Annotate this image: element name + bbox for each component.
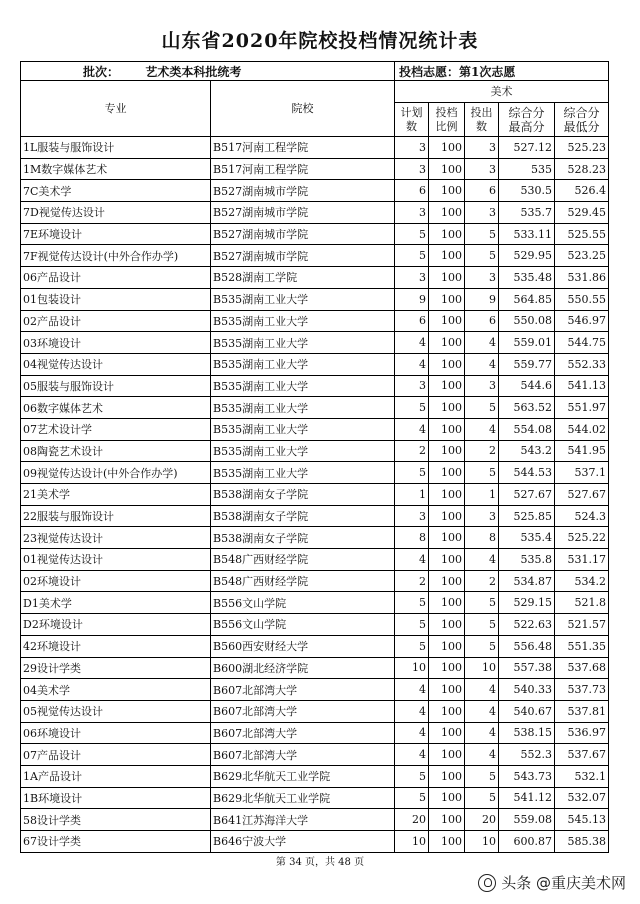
cell-school: B600湖北经济学院 bbox=[211, 657, 395, 679]
cell-ratio: 100 bbox=[429, 223, 465, 245]
cell-count: 5 bbox=[465, 635, 499, 657]
cell-plan: 10 bbox=[395, 831, 429, 853]
cell-major: 23视觉传达设计 bbox=[21, 527, 211, 549]
cell-school: B535湖南工业大学 bbox=[211, 375, 395, 397]
cell-max: 525.85 bbox=[499, 505, 555, 527]
cell-school: B629北华航天工业学院 bbox=[211, 787, 395, 809]
cell-max: 554.08 bbox=[499, 418, 555, 440]
cell-min: 545.13 bbox=[555, 809, 609, 831]
cell-count: 5 bbox=[465, 765, 499, 787]
cell-max: 552.3 bbox=[499, 744, 555, 766]
table-row bbox=[21, 375, 609, 397]
cell-count: 5 bbox=[465, 787, 499, 809]
cell-min: 528.23 bbox=[555, 158, 609, 180]
cell-major: 06环境设计 bbox=[21, 722, 211, 744]
cell-school: B556文山学院 bbox=[211, 592, 395, 614]
cell-plan: 5 bbox=[395, 223, 429, 245]
batch-cell bbox=[21, 62, 395, 81]
header-ratio bbox=[429, 103, 465, 137]
table-row bbox=[21, 549, 609, 571]
cell-count: 10 bbox=[465, 657, 499, 679]
cell-plan: 4 bbox=[395, 700, 429, 722]
cell-ratio: 100 bbox=[429, 809, 465, 831]
table-row bbox=[21, 180, 609, 202]
cell-max: 557.38 bbox=[499, 657, 555, 679]
cell-ratio: 100 bbox=[429, 137, 465, 159]
cell-max: 535.7 bbox=[499, 202, 555, 224]
cell-school: B535湖南工业大学 bbox=[211, 418, 395, 440]
cell-school: B535湖南工业大学 bbox=[211, 353, 395, 375]
table-row bbox=[21, 267, 609, 289]
cell-plan: 4 bbox=[395, 679, 429, 701]
cell-count: 20 bbox=[465, 809, 499, 831]
cell-min: 536.97 bbox=[555, 722, 609, 744]
table-row bbox=[21, 288, 609, 310]
cell-min: 537.1 bbox=[555, 462, 609, 484]
cell-school: B538湖南女子学院 bbox=[211, 505, 395, 527]
cell-school: B556文山学院 bbox=[211, 614, 395, 636]
cell-max: 527.12 bbox=[499, 137, 555, 159]
cell-max: 534.87 bbox=[499, 570, 555, 592]
cell-plan: 4 bbox=[395, 744, 429, 766]
cell-max: 559.77 bbox=[499, 353, 555, 375]
cell-count: 5 bbox=[465, 592, 499, 614]
cell-min: 521.57 bbox=[555, 614, 609, 636]
cell-min: 526.4 bbox=[555, 180, 609, 202]
cell-major: 04美术学 bbox=[21, 679, 211, 701]
cell-ratio: 100 bbox=[429, 700, 465, 722]
cell-plan: 3 bbox=[395, 158, 429, 180]
cell-min: 537.73 bbox=[555, 679, 609, 701]
cell-count: 5 bbox=[465, 462, 499, 484]
cell-school: B528湖南工学院 bbox=[211, 267, 395, 289]
table-row bbox=[21, 353, 609, 375]
table-row bbox=[21, 614, 609, 636]
header-count bbox=[465, 103, 499, 137]
table-row bbox=[21, 332, 609, 354]
cell-major: 1A产品设计 bbox=[21, 765, 211, 787]
table-row bbox=[21, 527, 609, 549]
cell-min: 525.22 bbox=[555, 527, 609, 549]
cell-major: 03环境设计 bbox=[21, 332, 211, 354]
cell-major: 7F视觉传达设计(中外合作办学) bbox=[21, 245, 211, 267]
cell-ratio: 100 bbox=[429, 202, 465, 224]
cell-ratio: 100 bbox=[429, 744, 465, 766]
cell-school: B607北部湾大学 bbox=[211, 744, 395, 766]
table-row bbox=[21, 722, 609, 744]
admission-table bbox=[20, 61, 609, 853]
cell-count: 4 bbox=[465, 418, 499, 440]
cell-major: 22服装与服饰设计 bbox=[21, 505, 211, 527]
cell-count: 3 bbox=[465, 505, 499, 527]
table-row bbox=[21, 679, 609, 701]
cell-plan: 2 bbox=[395, 440, 429, 462]
cell-major: 08陶瓷艺术设计 bbox=[21, 440, 211, 462]
cell-min: 532.1 bbox=[555, 765, 609, 787]
cell-school: B560西安财经大学 bbox=[211, 635, 395, 657]
header-min-text: 综合分最低分 bbox=[563, 105, 600, 134]
table-row bbox=[21, 635, 609, 657]
cell-plan: 4 bbox=[395, 353, 429, 375]
cell-min: 551.97 bbox=[555, 397, 609, 419]
cell-min: 544.75 bbox=[555, 332, 609, 354]
cell-major: 07艺术设计学 bbox=[21, 418, 211, 440]
cell-plan: 4 bbox=[395, 418, 429, 440]
cell-count: 4 bbox=[465, 679, 499, 701]
cell-max: 522.63 bbox=[499, 614, 555, 636]
cell-min: 529.45 bbox=[555, 202, 609, 224]
cell-max: 540.67 bbox=[499, 700, 555, 722]
cell-major: 21美术学 bbox=[21, 484, 211, 506]
cell-min: 523.25 bbox=[555, 245, 609, 267]
cell-school: B607北部湾大学 bbox=[211, 700, 395, 722]
cell-plan: 3 bbox=[395, 267, 429, 289]
cell-school: B527湖南城市学院 bbox=[211, 245, 395, 267]
cell-ratio: 100 bbox=[429, 765, 465, 787]
wish-cell: 投档志愿：第1次志愿 bbox=[395, 62, 609, 81]
cell-count: 4 bbox=[465, 700, 499, 722]
cell-max: 564.85 bbox=[499, 288, 555, 310]
table-row bbox=[21, 397, 609, 419]
cell-count: 3 bbox=[465, 137, 499, 159]
cell-count: 4 bbox=[465, 353, 499, 375]
cell-school: B607北部湾大学 bbox=[211, 722, 395, 744]
toutiao-logo-icon bbox=[478, 874, 496, 892]
cell-school: B527湖南城市学院 bbox=[211, 180, 395, 202]
table-row bbox=[21, 245, 609, 267]
cell-count: 5 bbox=[465, 223, 499, 245]
cell-max: 535.48 bbox=[499, 267, 555, 289]
cell-min: 550.55 bbox=[555, 288, 609, 310]
cell-max: 556.48 bbox=[499, 635, 555, 657]
cell-max: 544.53 bbox=[499, 462, 555, 484]
cell-major: 29设计学类 bbox=[21, 657, 211, 679]
cell-count: 6 bbox=[465, 310, 499, 332]
cell-plan: 5 bbox=[395, 245, 429, 267]
cell-min: 537.68 bbox=[555, 657, 609, 679]
cell-major: 42环境设计 bbox=[21, 635, 211, 657]
cell-school: B548广西财经学院 bbox=[211, 549, 395, 571]
cell-count: 4 bbox=[465, 549, 499, 571]
cell-ratio: 100 bbox=[429, 353, 465, 375]
cell-ratio: 100 bbox=[429, 831, 465, 853]
cell-max: 529.95 bbox=[499, 245, 555, 267]
table-row bbox=[21, 462, 609, 484]
cell-major: 67设计学类 bbox=[21, 831, 211, 853]
header-count-text: 投出数 bbox=[470, 105, 493, 133]
cell-ratio: 100 bbox=[429, 288, 465, 310]
cell-min: 527.67 bbox=[555, 484, 609, 506]
header-max-text: 综合分最高分 bbox=[508, 105, 545, 134]
cell-plan: 5 bbox=[395, 787, 429, 809]
cell-school: B607北部湾大学 bbox=[211, 679, 395, 701]
cell-max: 538.15 bbox=[499, 722, 555, 744]
cell-major: 1B环境设计 bbox=[21, 787, 211, 809]
cell-ratio: 100 bbox=[429, 570, 465, 592]
table-row bbox=[21, 484, 609, 506]
cell-max: 543.73 bbox=[499, 765, 555, 787]
table-row bbox=[21, 137, 609, 159]
cell-major: 1M数字媒体艺术 bbox=[21, 158, 211, 180]
cell-plan: 10 bbox=[395, 657, 429, 679]
cell-max: 600.87 bbox=[499, 831, 555, 853]
cell-major: 02产品设计 bbox=[21, 310, 211, 332]
cell-plan: 5 bbox=[395, 614, 429, 636]
cell-major: 01视觉传达设计 bbox=[21, 549, 211, 571]
cell-school: B535湖南工业大学 bbox=[211, 332, 395, 354]
cell-ratio: 100 bbox=[429, 267, 465, 289]
cell-major: 05服装与服饰设计 bbox=[21, 375, 211, 397]
cell-ratio: 100 bbox=[429, 462, 465, 484]
cell-plan: 3 bbox=[395, 375, 429, 397]
cell-plan: 3 bbox=[395, 202, 429, 224]
cell-major: 09视觉传达设计(中外合作办学) bbox=[21, 462, 211, 484]
header-ratio-text: 投档比例 bbox=[435, 105, 458, 133]
cell-count: 2 bbox=[465, 440, 499, 462]
cell-max: 559.01 bbox=[499, 332, 555, 354]
cell-ratio: 100 bbox=[429, 592, 465, 614]
cell-min: 544.02 bbox=[555, 418, 609, 440]
cell-max: 563.52 bbox=[499, 397, 555, 419]
cell-max: 544.6 bbox=[499, 375, 555, 397]
header-plan-text: 计划数 bbox=[400, 105, 423, 133]
cell-min: 541.13 bbox=[555, 375, 609, 397]
table-row bbox=[21, 570, 609, 592]
cell-ratio: 100 bbox=[429, 158, 465, 180]
cell-max: 529.15 bbox=[499, 592, 555, 614]
cell-ratio: 100 bbox=[429, 614, 465, 636]
cell-max: 535.8 bbox=[499, 549, 555, 571]
cell-min: 525.55 bbox=[555, 223, 609, 245]
cell-school: B535湖南工业大学 bbox=[211, 440, 395, 462]
cell-count: 3 bbox=[465, 158, 499, 180]
cell-plan: 8 bbox=[395, 527, 429, 549]
cell-plan: 4 bbox=[395, 549, 429, 571]
cell-plan: 6 bbox=[395, 180, 429, 202]
cell-school: B535湖南工业大学 bbox=[211, 310, 395, 332]
cell-major: 7E环境设计 bbox=[21, 223, 211, 245]
cell-max: 540.33 bbox=[499, 679, 555, 701]
cell-count: 3 bbox=[465, 375, 499, 397]
table-row bbox=[21, 505, 609, 527]
cell-ratio: 100 bbox=[429, 722, 465, 744]
cell-major: 06产品设计 bbox=[21, 267, 211, 289]
cell-count: 9 bbox=[465, 288, 499, 310]
cell-min: 534.2 bbox=[555, 570, 609, 592]
cell-min: 537.67 bbox=[555, 744, 609, 766]
table-row bbox=[21, 700, 609, 722]
cell-min: 585.38 bbox=[555, 831, 609, 853]
cell-ratio: 100 bbox=[429, 679, 465, 701]
page-footer: 第 34 页，共 48 页 bbox=[275, 857, 365, 868]
cell-min: 552.33 bbox=[555, 353, 609, 375]
cell-count: 5 bbox=[465, 397, 499, 419]
cell-count: 5 bbox=[465, 245, 499, 267]
cell-ratio: 100 bbox=[429, 440, 465, 462]
cell-ratio: 100 bbox=[429, 375, 465, 397]
cell-major: 01包装设计 bbox=[21, 288, 211, 310]
cell-plan: 1 bbox=[395, 484, 429, 506]
cell-count: 8 bbox=[465, 527, 499, 549]
cell-min: 551.35 bbox=[555, 635, 609, 657]
header-max bbox=[499, 103, 555, 137]
cell-plan: 5 bbox=[395, 765, 429, 787]
cell-min: 531.86 bbox=[555, 267, 609, 289]
cell-count: 10 bbox=[465, 831, 499, 853]
header-row-top bbox=[21, 81, 609, 103]
page-title: 山东省2020年院校投档情况统计表 bbox=[161, 30, 479, 52]
cell-major: 58设计学类 bbox=[21, 809, 211, 831]
cell-school: B538湖南女子学院 bbox=[211, 527, 395, 549]
cell-count: 4 bbox=[465, 332, 499, 354]
cell-school: B535湖南工业大学 bbox=[211, 462, 395, 484]
cell-school: B548广西财经学院 bbox=[211, 570, 395, 592]
cell-ratio: 100 bbox=[429, 657, 465, 679]
table-body bbox=[21, 137, 609, 853]
header-plan bbox=[395, 103, 429, 137]
table-row bbox=[21, 158, 609, 180]
cell-ratio: 100 bbox=[429, 505, 465, 527]
table-row bbox=[21, 592, 609, 614]
batch-value: 艺术类本科批统考 bbox=[145, 64, 242, 79]
cell-plan: 20 bbox=[395, 809, 429, 831]
cell-plan: 5 bbox=[395, 592, 429, 614]
cell-min: 521.8 bbox=[555, 592, 609, 614]
cell-plan: 3 bbox=[395, 137, 429, 159]
cell-major: D2环境设计 bbox=[21, 614, 211, 636]
cell-major: 7D视觉传达设计 bbox=[21, 202, 211, 224]
cell-school: B646宁波大学 bbox=[211, 831, 395, 853]
cell-max: 535 bbox=[499, 158, 555, 180]
table-row bbox=[21, 202, 609, 224]
cell-count: 4 bbox=[465, 722, 499, 744]
cell-count: 4 bbox=[465, 744, 499, 766]
cell-ratio: 100 bbox=[429, 418, 465, 440]
cell-count: 3 bbox=[465, 267, 499, 289]
table-row bbox=[21, 657, 609, 679]
cell-plan: 4 bbox=[395, 722, 429, 744]
header-group: 美术 bbox=[395, 81, 609, 103]
cell-plan: 3 bbox=[395, 505, 429, 527]
cell-ratio: 100 bbox=[429, 245, 465, 267]
table-row bbox=[21, 765, 609, 787]
cell-count: 2 bbox=[465, 570, 499, 592]
cell-school: B535湖南工业大学 bbox=[211, 397, 395, 419]
cell-major: 7C美术学 bbox=[21, 180, 211, 202]
cell-count: 6 bbox=[465, 180, 499, 202]
table-row bbox=[21, 418, 609, 440]
cell-plan: 6 bbox=[395, 310, 429, 332]
cell-max: 533.11 bbox=[499, 223, 555, 245]
header-school: 院校 bbox=[211, 81, 395, 137]
cell-ratio: 100 bbox=[429, 527, 465, 549]
cell-ratio: 100 bbox=[429, 397, 465, 419]
cell-major: 07产品设计 bbox=[21, 744, 211, 766]
cell-major: 05视觉传达设计 bbox=[21, 700, 211, 722]
cell-max: 541.12 bbox=[499, 787, 555, 809]
cell-school: B517河南工程学院 bbox=[211, 137, 395, 159]
cell-count: 5 bbox=[465, 614, 499, 636]
cell-max: 543.2 bbox=[499, 440, 555, 462]
cell-min: 532.07 bbox=[555, 787, 609, 809]
cell-count: 3 bbox=[465, 202, 499, 224]
cell-min: 524.3 bbox=[555, 505, 609, 527]
cell-major: D1美术学 bbox=[21, 592, 211, 614]
cell-max: 550.08 bbox=[499, 310, 555, 332]
cell-max: 527.67 bbox=[499, 484, 555, 506]
table-row bbox=[21, 809, 609, 831]
watermark-text: 头条 @重庆美术网 bbox=[501, 874, 626, 892]
table-row bbox=[21, 223, 609, 245]
cell-max: 535.4 bbox=[499, 527, 555, 549]
watermark bbox=[478, 872, 626, 893]
cell-ratio: 100 bbox=[429, 332, 465, 354]
cell-school: B527湖南城市学院 bbox=[211, 223, 395, 245]
cell-ratio: 100 bbox=[429, 180, 465, 202]
cell-ratio: 100 bbox=[429, 484, 465, 506]
batch-label: 批次： bbox=[83, 64, 120, 79]
table-row bbox=[21, 744, 609, 766]
table-row bbox=[21, 440, 609, 462]
cell-plan: 5 bbox=[395, 635, 429, 657]
cell-max: 559.08 bbox=[499, 809, 555, 831]
batch-row bbox=[21, 62, 609, 81]
cell-plan: 5 bbox=[395, 397, 429, 419]
cell-plan: 4 bbox=[395, 332, 429, 354]
cell-max: 530.5 bbox=[499, 180, 555, 202]
cell-school: B517河南工程学院 bbox=[211, 158, 395, 180]
cell-ratio: 100 bbox=[429, 549, 465, 571]
cell-min: 541.95 bbox=[555, 440, 609, 462]
cell-major: 1L服装与服饰设计 bbox=[21, 137, 211, 159]
cell-plan: 5 bbox=[395, 462, 429, 484]
cell-school: B527湖南城市学院 bbox=[211, 202, 395, 224]
table-row bbox=[21, 310, 609, 332]
cell-major: 06数字媒体艺术 bbox=[21, 397, 211, 419]
cell-school: B641江苏海洋大学 bbox=[211, 809, 395, 831]
cell-major: 02环境设计 bbox=[21, 570, 211, 592]
cell-count: 1 bbox=[465, 484, 499, 506]
cell-ratio: 100 bbox=[429, 310, 465, 332]
header-min bbox=[555, 103, 609, 137]
cell-school: B538湖南女子学院 bbox=[211, 484, 395, 506]
cell-min: 537.81 bbox=[555, 700, 609, 722]
cell-min: 546.97 bbox=[555, 310, 609, 332]
cell-plan: 9 bbox=[395, 288, 429, 310]
cell-school: B629北华航天工业学院 bbox=[211, 765, 395, 787]
table-row bbox=[21, 787, 609, 809]
header-major: 专业 bbox=[21, 81, 211, 137]
table-row bbox=[21, 831, 609, 853]
cell-min: 525.23 bbox=[555, 137, 609, 159]
cell-ratio: 100 bbox=[429, 787, 465, 809]
cell-plan: 2 bbox=[395, 570, 429, 592]
cell-school: B535湖南工业大学 bbox=[211, 288, 395, 310]
cell-min: 531.17 bbox=[555, 549, 609, 571]
cell-major: 04视觉传达设计 bbox=[21, 353, 211, 375]
cell-ratio: 100 bbox=[429, 635, 465, 657]
